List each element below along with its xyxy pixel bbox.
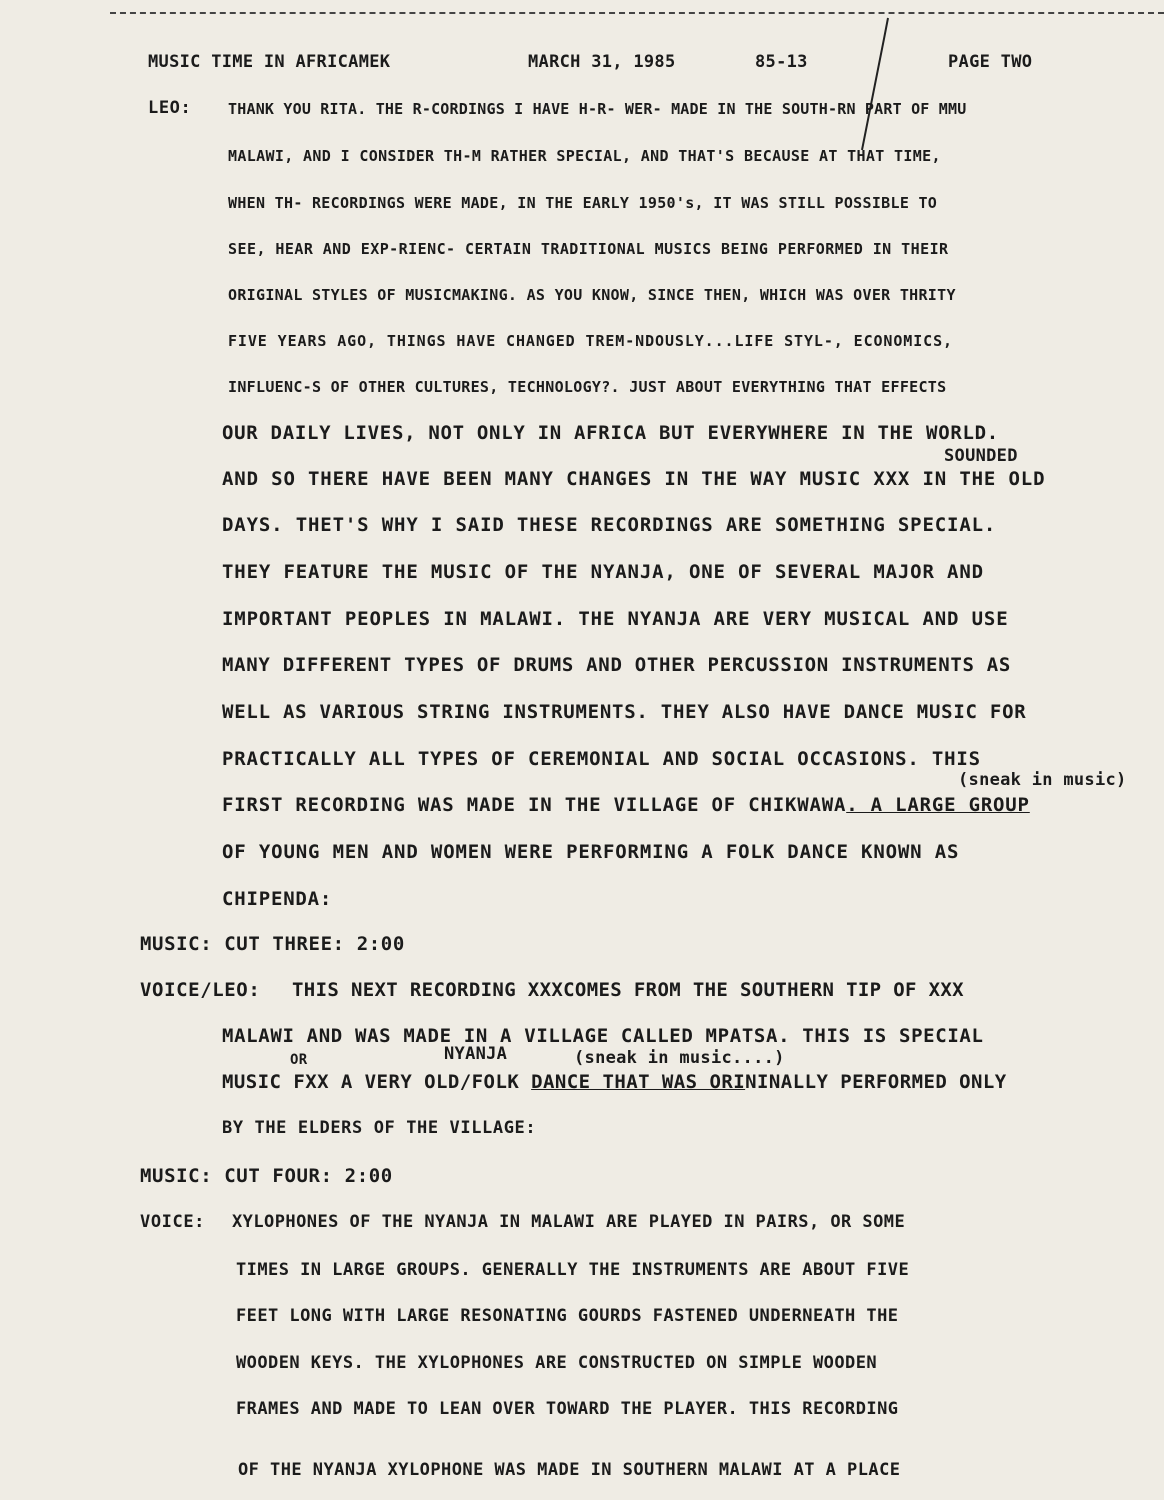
script-line: IMPORTANT PEOPLES IN MALAWI. THE NYANJA ARE VERY MUSICAL AND USE: [222, 608, 1009, 630]
script-line: THANK YOU RITA. THE R-CORDINGS I HAVE H-R- WER- MADE IN THE SOUTH-RN PART OF MMU: [228, 100, 967, 118]
script-line: BY THE ELDERS OF THE VILLAGE:: [222, 1118, 537, 1138]
script-text: FIRST RECORDING WAS MADE IN THE VILLAGE OF CHIKWAWA: [222, 794, 847, 816]
program-date: MARCH 31, 1985: [528, 52, 676, 72]
script-line: WELL AS VARIOUS STRING INSTRUMENTS. THEY ALSO HAVE DANCE MUSIC FOR: [222, 701, 1027, 723]
script-text: NINALLY PERFORMED ONLY: [745, 1071, 1007, 1093]
script-line: FIVE YEARS AGO, THINGS HAVE CHANGED TREM-NDOUSLY...LIFE STYL-, ECONOMICS,: [228, 332, 953, 350]
script-line: FRAMES AND MADE TO LEAN OVER TOWARD THE PLAYER. THIS RECORDING: [236, 1399, 899, 1419]
script-line: MALAWI AND WAS MADE IN A VILLAGE CALLED MPATSA. THIS IS SPECIAL: [222, 1025, 984, 1047]
script-line: PRACTICALLY ALL TYPES OF CEREMONIAL AND SOCIAL OCCASIONS. THIS: [222, 748, 981, 770]
script-line: CHIPENDA:: [222, 888, 333, 910]
program-number: 85-13: [755, 52, 808, 72]
speaker-label-voice-leo: VOICE/LEO:: [140, 979, 261, 1001]
script-line: WHEN TH- RECORDINGS WERE MADE, IN THE EARLY 1950's, IT WAS STILL POSSIBLE TO: [228, 194, 938, 212]
script-line: THIS NEXT RECORDING XXXCOMES FROM THE SOUTHERN TIP OF XXX: [292, 979, 964, 1001]
script-line: AND SO THERE HAVE BEEN MANY CHANGES IN THE WAY MUSIC XXX IN THE OLD: [222, 468, 1046, 490]
script-line: MANY DIFFERENT TYPES OF DRUMS AND OTHER PERCUSSION INSTRUMENTS AS: [222, 654, 1012, 676]
script-line: TIMES IN LARGE GROUPS. GENERALLY THE INSTRUMENTS ARE ABOUT FIVE: [236, 1260, 910, 1280]
script-line: INFLUENC-S OF OTHER CULTURES, TECHNOLOGY?. JUST ABOUT EVERYTHING THAT EFFECTS: [228, 378, 947, 396]
underlined-text: . A LARGE GROUP: [846, 794, 1030, 816]
underlined-text: DANCE THAT WAS ORI: [531, 1071, 746, 1093]
script-line: THEY FEATURE THE MUSIC OF THE NYANJA, ONE OF SEVERAL MAJOR AND: [222, 561, 984, 583]
page-number: PAGE TWO: [948, 52, 1033, 72]
handwritten-annotation: OR: [290, 1052, 308, 1068]
handwritten-annotation: (sneak in music): [958, 770, 1127, 790]
script-line: [222, 794, 1030, 816]
program-title: MUSIC TIME IN AFRICAMEK: [148, 52, 391, 72]
script-line: MALAWI, AND I CONSIDER TH-M RATHER SPECIAL, AND THAT'S BECAUSE AT THAT TIME,: [228, 147, 941, 165]
music-cue: MUSIC: CUT FOUR: 2:00: [140, 1165, 393, 1187]
script-line: OUR DAILY LIVES, NOT ONLY IN AFRICA BUT EVERYWHERE IN THE WORLD.: [222, 422, 999, 444]
music-cue: MUSIC: CUT THREE: 2:00: [140, 933, 405, 955]
speaker-label-leo: LEO:: [148, 98, 192, 118]
script-line: OF YOUNG MEN AND WOMEN WERE PERFORMING A FOLK DANCE KNOWN AS: [222, 841, 960, 863]
handwritten-annotation: SOUNDED: [944, 446, 1018, 466]
script-line: SEE, HEAR AND EXP-RIENC- CERTAIN TRADITIONAL MUSICS BEING PERFORMED IN THEIR: [228, 240, 949, 258]
script-line: WOODEN KEYS. THE XYLOPHONES ARE CONSTRUCTED ON SIMPLE WOODEN: [236, 1353, 878, 1373]
speaker-label-voice: VOICE:: [140, 1212, 206, 1232]
handwritten-annotation: (sneak in music....): [574, 1048, 785, 1068]
script-line: DAYS. THET'S WHY I SAID THESE RECORDINGS ARE SOMETHING SPECIAL.: [222, 514, 997, 536]
script-line: XYLOPHONES OF THE NYANJA IN MALAWI ARE PLAYED IN PAIRS, OR SOME: [232, 1212, 906, 1232]
script-text: MUSIC FXX A VERY OLD/FOLK: [222, 1071, 520, 1093]
script-line: ORIGINAL STYLES OF MUSICMAKING. AS YOU KNOW, SINCE THEN, WHICH WAS OVER THRITY: [228, 286, 956, 304]
script-line: [222, 1071, 1007, 1093]
script-line: FEET LONG WITH LARGE RESONATING GOURDS FASTENED UNDERNEATH THE: [236, 1306, 899, 1326]
script-line: OF THE NYANJA XYLOPHONE WAS MADE IN SOUTHERN MALAWI AT A PLACE: [238, 1460, 901, 1480]
handwritten-annotation: NYANJA: [444, 1044, 508, 1064]
